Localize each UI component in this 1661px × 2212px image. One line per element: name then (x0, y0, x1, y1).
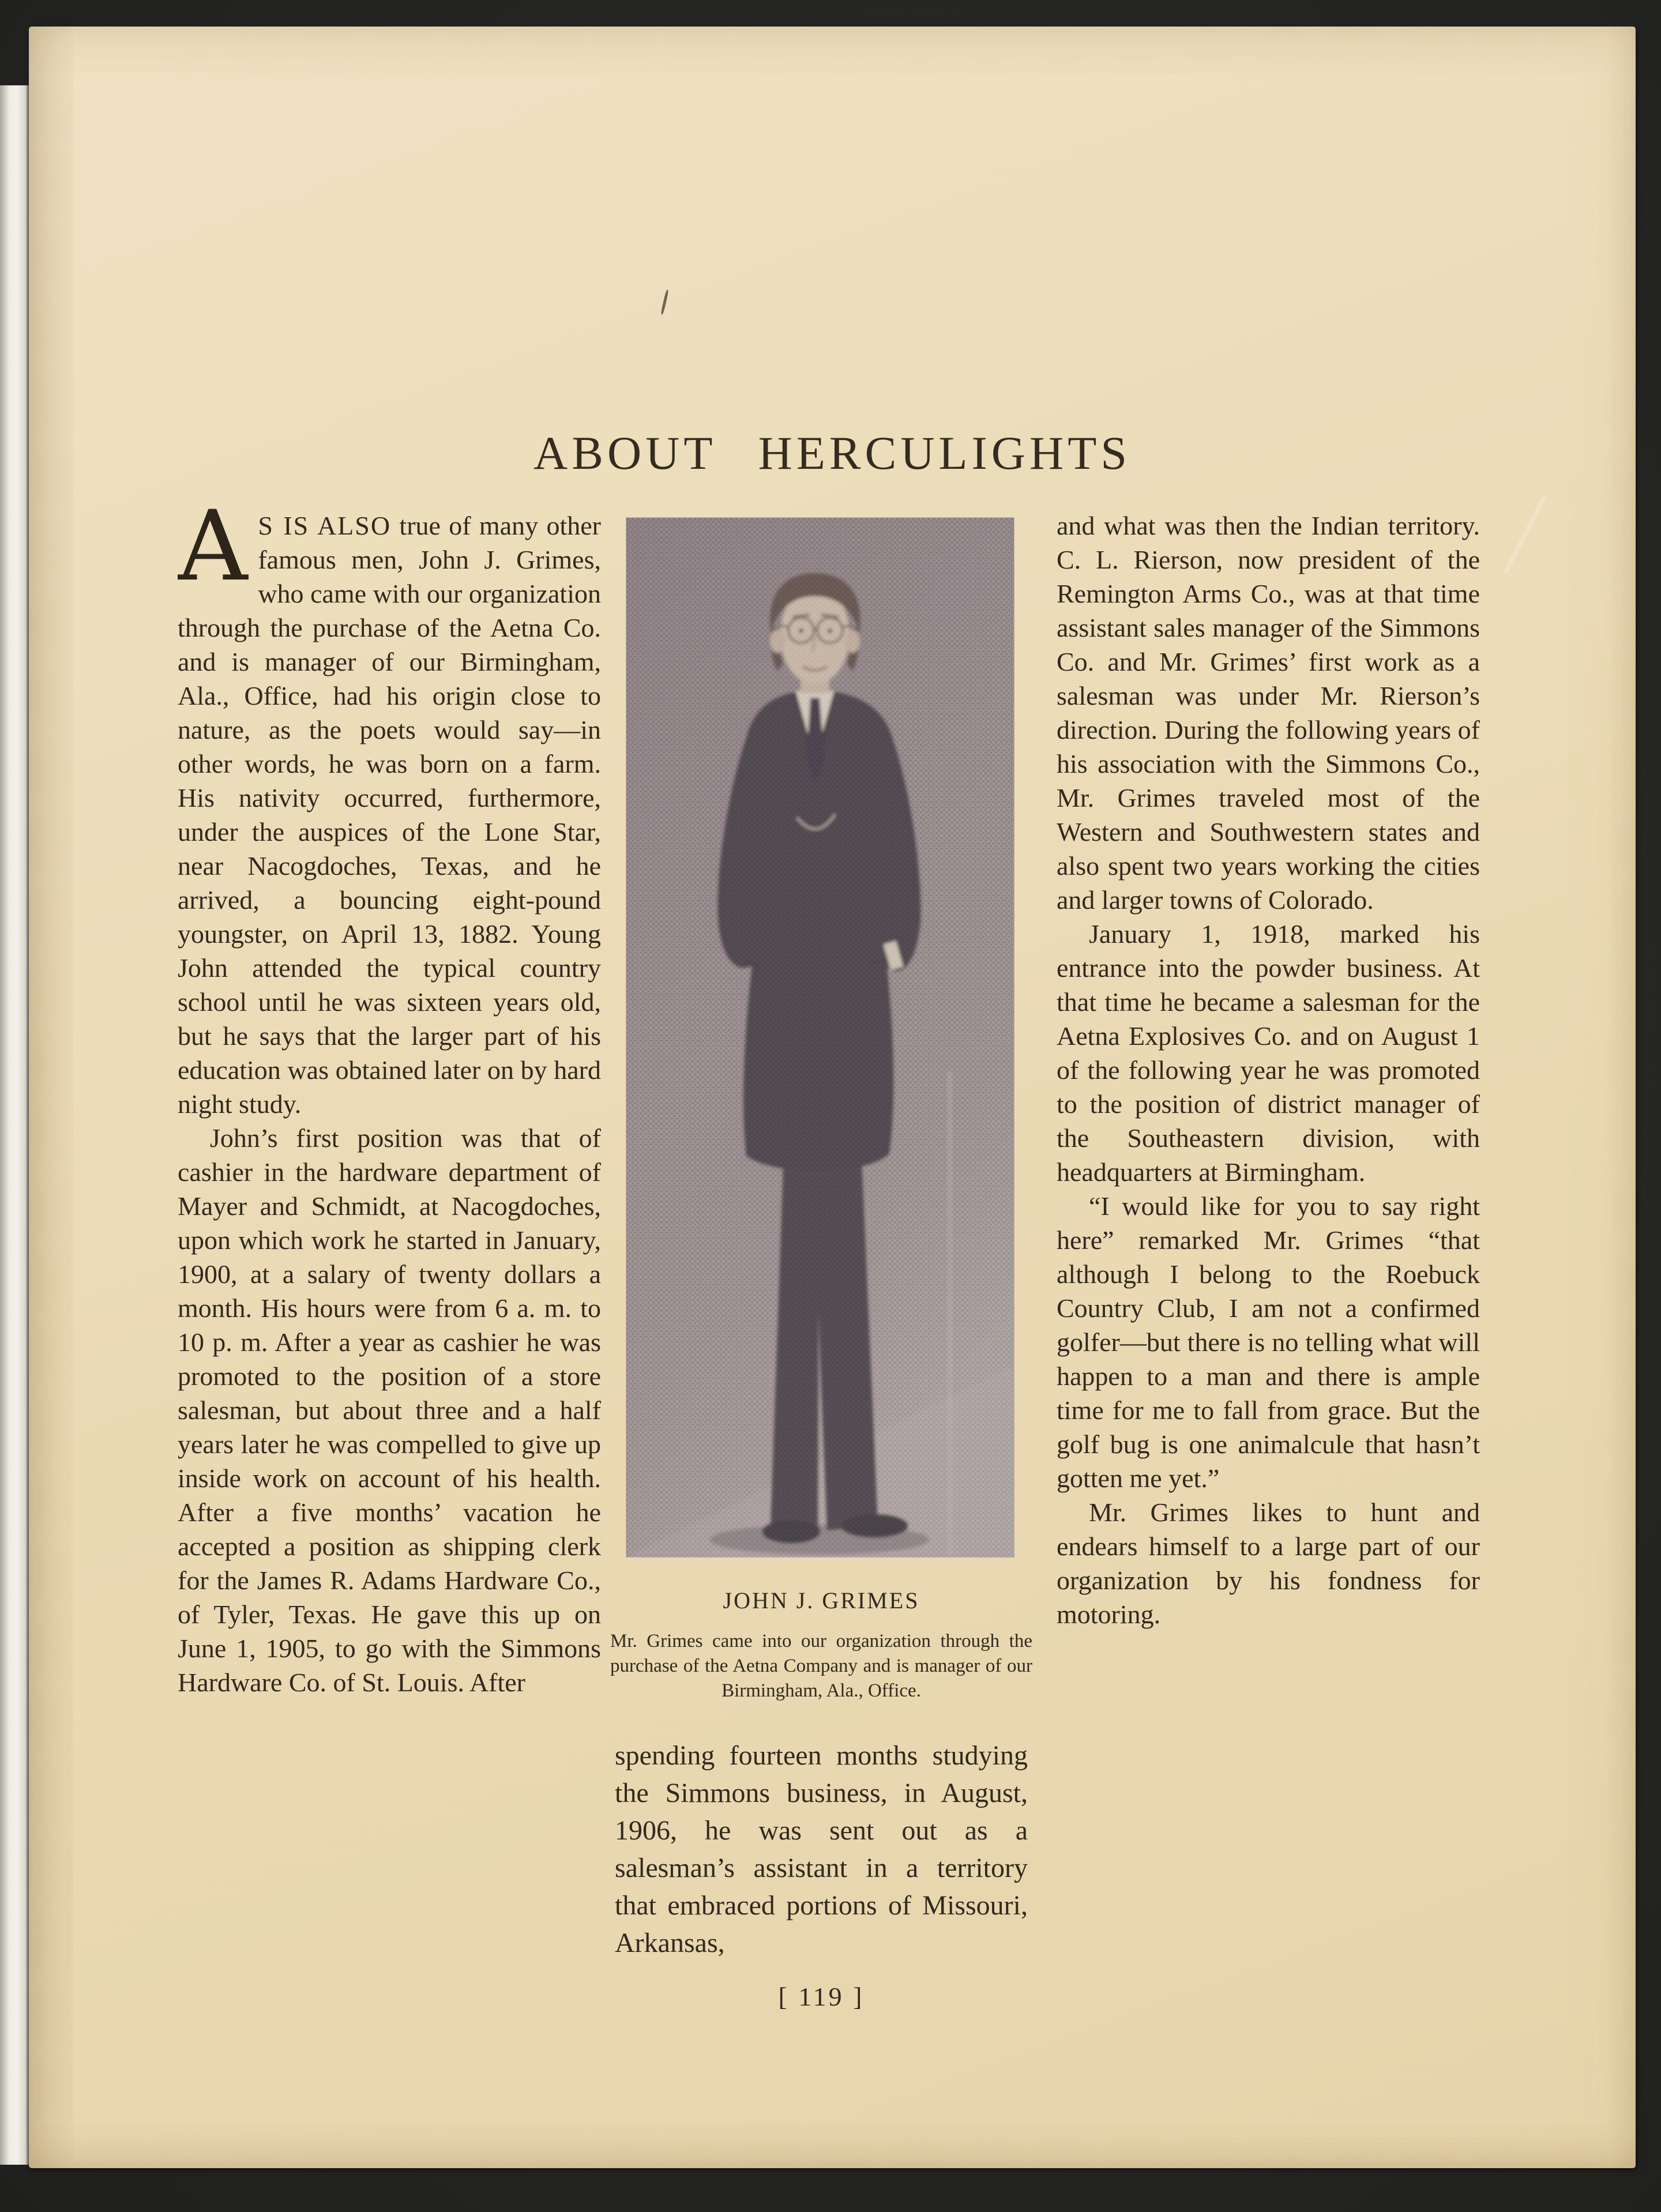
right-text-column (1057, 509, 1480, 1962)
photo-caption (610, 1587, 1032, 1703)
paragraph-text: and what was then the Indian territory. C. L. Rierson, now president of the Remington Arms Co., was at that time assistant sales manager of the Simmons Co. and Mr. Grimes’ first work as a salesman was under Mr. Rierson’s direction. During the following years of his association with the Simmons Co., Mr. Grimes traveled most of the Western and Southwestern states and also spent two years working the cities and larger towns of Colorado. (1057, 511, 1480, 915)
stray-pen-mark (660, 289, 669, 315)
paragraph-with-dropcap (178, 509, 601, 1121)
paragraph-text: true of many other famous men, John J. Grimes, who came with our organization through the purchase of the Aetna Co. and is manager of our Birmingham, Ala., Office, had his origin close to nature, as the poets would say—in other words, he was born on a farm. His nativity occurred, furthermore, under the auspices of the Lone Star, near Nacogdoches, Texas, and he arrived, a bouncing eight-pound youngster, on April 13, 1882. Young John attended the typical country school until he was sixteen years old, but he says that the larger part of his education was obtained later on by hard night study. (178, 511, 601, 1119)
drop-cap-letter: A (178, 509, 248, 603)
portrait-photo-halftone (626, 518, 1014, 1557)
magazine-page (29, 27, 1636, 2168)
paragraph-text: spending fourteen months studying the Simmons business, in August, 1906, he was sent out as a salesman’s assistant in a territory that embraced portions of Missouri, Arkansas, (615, 1740, 1028, 1958)
middle-text-column (615, 1737, 1028, 1979)
article-title: ABOUT HERCULIGHTS (533, 427, 1131, 479)
lead-in-caps: S IS ALSO (258, 511, 392, 540)
left-text-column (178, 509, 601, 1962)
caption-name: JOHN J. GRIMES (723, 1587, 920, 1613)
paragraph-text: “I would like for you to say right here” remarked Mr. Grimes “that although I belong to the Roebuck Country Club, I am not a confirmed golfer—but there is no telling what will happen to a man and there is ample time for me to fall from grace. But the golf bug is one animalcule that hasn’t gotten me yet.” (1057, 1191, 1480, 1493)
paragraph-text: January 1, 1918, marked his entrance into the powder business. At that time he became a salesman for the Aetna Explosives Co. and on August 1 of the following year he was promoted to the position of district manager of the Southeastern division, with headquarters at Birmingham. (1057, 919, 1480, 1187)
paper-crease (1504, 495, 1546, 573)
portrait-photo-frame (626, 518, 1014, 1557)
halftone-overlay (626, 518, 1014, 1557)
paragraph-text: John’s first position was that of cashier in the hardware department of Mayer and Schmidt, at Nacogdoches, upon which work he started in January, 1900, at a salary of twenty dollars a month. His hours were from 6 a. m. to 10 p. m. After a year as cashier he was promoted to the position of a store salesman, but about three and a half years later he was compelled to give up inside work on account of his health. After a five months’ vacation he accepted a position as shipping clerk for the James R. Adams Hardware Co., of Tyler, Texas. He gave this up on June 1, 1905, to go with the Simmons Hardware Co. of St. Louis. After (178, 1123, 601, 1697)
page-number: [ 119 ] (778, 1982, 865, 2011)
paragraph-text: Mr. Grimes likes to hunt and endears himself to a large part of our organization by his fondness for motoring. (1057, 1498, 1480, 1629)
book-page-stack-edge (0, 85, 30, 2165)
caption-text: Mr. Grimes came into our organization through the purchase of the Aetna Company and is manager of our Birmingham, Ala., Office. (610, 1631, 1032, 1701)
